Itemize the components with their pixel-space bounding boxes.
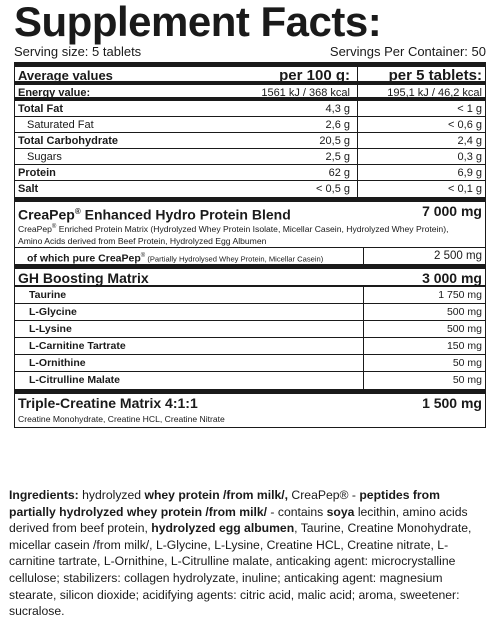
header-per-100g: per 100 g: — [233, 67, 358, 81]
header-label: Average values — [18, 68, 113, 83]
nutrient-name: Salt — [18, 183, 39, 195]
creatine-matrix-amount: 1 500 mg — [422, 394, 482, 411]
nutrient-per100: 2,6 g — [233, 117, 358, 132]
gh-item-row — [15, 355, 485, 372]
nutrient-name: Energy value: — [18, 87, 91, 99]
pure-creapep-row — [15, 247, 485, 264]
creapep-blend-description: CreaPep® Enriched Protein Matrix (Hydrolyzed Whey Protein Isolate, Micellar Casein, Hydrolyzed Whey Protein), Amino Acids derived from Beef Protein, Hydrolyzed Egg Albumen — [18, 223, 449, 246]
gh-item-amount: 1 750 mg — [363, 287, 485, 303]
gh-item-name: L-Glycine — [29, 305, 77, 318]
gh-item-row — [15, 304, 485, 321]
gh-item-name: L-Citrulline Malate — [29, 373, 121, 386]
header-per-5-tablets: per 5 tablets: — [388, 67, 482, 84]
nutrient-name: Sugars — [27, 151, 62, 163]
gh-item-amount: 500 mg — [363, 321, 485, 337]
gh-item-name: Taurine — [29, 288, 67, 301]
nutrient-per100: 2,5 g — [233, 149, 358, 164]
nutrient-name: Total Carbohydrate — [18, 135, 119, 147]
nutrient-row-total-carbohydrate — [15, 133, 485, 149]
nutrient-per5: 0,3 g — [457, 151, 482, 163]
nutrient-per5: 195,1 kJ / 46,2 kcal — [387, 87, 482, 99]
nutrient-row-salt — [15, 181, 485, 197]
nutrient-row-protein — [15, 165, 485, 181]
nutrient-row-total-fat — [15, 101, 485, 117]
gh-matrix-name: GH Boosting Matrix — [18, 269, 149, 286]
creatine-matrix-header — [15, 394, 485, 413]
page-title: Supplement Facts: — [14, 0, 382, 45]
gh-item-row — [15, 372, 485, 389]
gh-item-name: L-Lysine — [29, 322, 72, 335]
gh-matrix-header — [15, 269, 485, 287]
gh-item-amount: 50 mg — [363, 355, 485, 371]
nutrient-per5: < 0,6 g — [448, 119, 482, 131]
gh-item-name: L-Carnitine Tartrate — [29, 339, 126, 352]
creapep-blend-name: CreaPep® Enhanced Hydro Protein Blend — [18, 206, 291, 223]
nutrition-header-row — [15, 67, 485, 85]
serving-size: Serving size: 5 tablets — [14, 44, 142, 59]
pure-creapep-amount: 2 500 mg — [363, 248, 485, 264]
nutrient-name: Total Fat — [18, 103, 64, 115]
serving-info — [14, 42, 486, 62]
gh-matrix-amount: 3 000 mg — [422, 269, 482, 286]
gh-matrix-section — [14, 265, 486, 390]
gh-item-row — [15, 338, 485, 355]
creatine-matrix-description: Creatine Monohydrate, Creatine HCL, Creatine Nitrate — [18, 413, 225, 424]
creatine-matrix-name: Triple-Creatine Matrix 4:1:1 — [18, 394, 198, 411]
nutrient-per100: 1561 kJ / 368 kcal — [233, 85, 358, 97]
pure-creapep-label: of which pure CreaPep® (Partially Hydrolysed Whey Protein, Micellar Casein) — [27, 252, 324, 264]
nutrient-per100: 20,5 g — [233, 133, 358, 148]
gh-item-row — [15, 287, 485, 304]
nutrient-per5: < 1 g — [457, 103, 482, 115]
gh-item-amount: 50 mg — [363, 372, 485, 389]
creapep-blend-header — [15, 202, 485, 221]
nutrient-name: Saturated Fat — [27, 119, 94, 131]
nutrient-name: Protein — [18, 167, 56, 179]
nutrient-per5: < 0,1 g — [448, 183, 482, 195]
gh-item-row — [15, 321, 485, 338]
gh-item-amount: 150 mg — [363, 338, 485, 354]
nutrient-row-energy — [15, 85, 485, 101]
creapep-blend-amount: 7 000 mg — [422, 203, 482, 219]
gh-item-amount: 500 mg — [363, 304, 485, 320]
nutrient-per5: 2,4 g — [457, 135, 482, 147]
servings-per-container: Servings Per Container: 50 — [329, 44, 486, 59]
nutrient-per5: 6,9 g — [457, 167, 482, 179]
creatine-matrix-section — [14, 390, 486, 428]
nutrient-per100: 4,3 g — [233, 101, 358, 116]
creapep-blend-section — [14, 198, 486, 265]
nutrient-row-saturated-fat — [15, 117, 485, 133]
gh-item-name: L-Ornithine — [29, 356, 86, 369]
ingredients-text: Ingredients: hydrolyzed whey protein /from milk/, CreaPep® - peptides from partially hydrolyzed whey protein /from milk/ - contains soya lecithin, amino acids derived from beef protein, hydrolyzed egg albumen, Taurine, Creatine Monohydrate, micellar casein /from milk/, L-Glycine, L-Lysine, Creatine HCL, Creatine nitrate, L-carnitine tartrate, L-Ornithine, L-Citrulline malate, anticaking agent: microcrystalline cellulose; stabilizers: collagen hydrolyzate, inuline; anticaking agent: magnesium stearate, silicon dioxide; acidifying agents: citric acid, malic acid; aroma, sweetener: sucralose. — [9, 488, 472, 619]
nutrient-per100: 62 g — [233, 165, 358, 180]
nutrient-per100: < 0,5 g — [233, 181, 358, 197]
facts-table — [14, 62, 486, 198]
nutrient-row-sugars — [15, 149, 485, 165]
supplement-facts-panel — [14, 0, 486, 428]
